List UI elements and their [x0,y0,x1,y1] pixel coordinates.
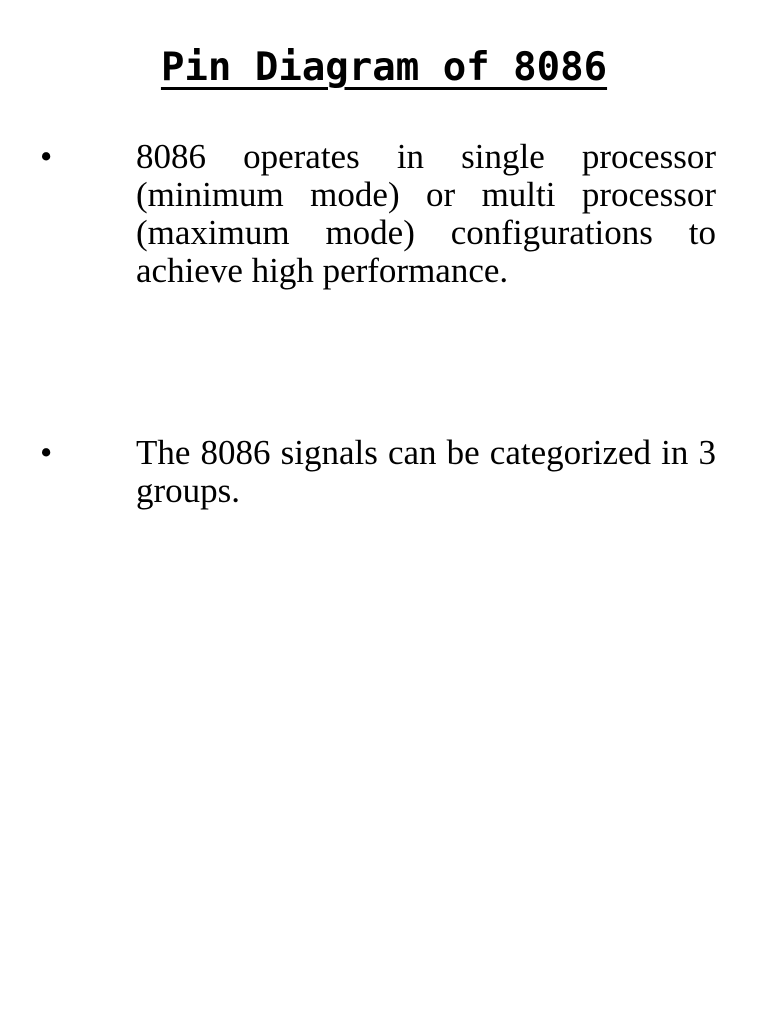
slide-title-text: Pin Diagram of 8086 [160,45,608,90]
bullet-marker: • [40,433,53,472]
bullet-text-2: The 8086 signals can be categorized in 3 groups. [136,433,716,510]
bullet-text-1: 8086 operates in single processor (minimum mode) or multi processor (maximum mode) configurations to achieve high performance. [136,137,716,290]
bullet-marker: • [40,137,53,176]
slide-title [0,42,768,94]
